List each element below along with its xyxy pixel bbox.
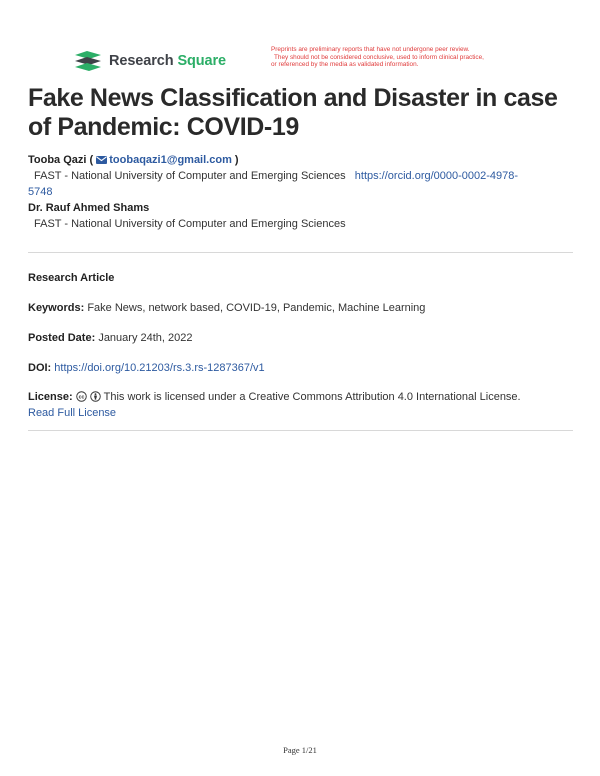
logo-text: Research Square xyxy=(109,53,226,69)
svg-text:cc: cc xyxy=(78,394,85,401)
author-email-link[interactable]: toobaqazi1@gmail.com xyxy=(109,154,232,166)
author-list xyxy=(28,152,576,232)
author-1-affiliation-line xyxy=(28,168,576,184)
author-name: Tooba Qazi xyxy=(28,154,87,166)
disclaimer-line: They should not be considered conclusive, used to inform clinical practice, xyxy=(274,53,484,61)
divider xyxy=(28,252,573,253)
doi-link[interactable]: https://doi.org/10.21203/rs.3.rs-1287367/v1 xyxy=(54,362,265,374)
creative-commons-icon xyxy=(76,391,87,402)
envelope-icon xyxy=(96,156,107,164)
header xyxy=(0,0,600,80)
posted-date-label: Posted Date: xyxy=(28,332,96,344)
disclaimer-line: Preprints are preliminary reports that have not undergone peer review. xyxy=(271,46,470,53)
article-type-label: Research Article xyxy=(28,272,115,284)
read-full-license-link[interactable]: Read Full License xyxy=(28,407,117,419)
license xyxy=(28,389,576,421)
author-name: Dr. Rauf Ahmed Shams xyxy=(28,202,150,214)
license-text: This work is licensed under a Creative Commons Attribution 4.0 International License. xyxy=(103,391,521,403)
article-type xyxy=(28,270,576,286)
author-affiliation: FAST - National University of Computer and Emerging Sciences xyxy=(34,218,346,230)
research-square-logo-icon xyxy=(73,49,103,73)
author-affiliation: FAST - National University of Computer and Emerging Sciences xyxy=(34,170,346,182)
preprint-disclaimer xyxy=(271,46,539,69)
email-wrapper: ( toobaqazi1@gmail.com ) xyxy=(89,154,239,166)
disclaimer-line: or referenced by the media as validated information. xyxy=(271,61,419,69)
doi-label: DOI: xyxy=(28,362,52,374)
license-link-line xyxy=(28,405,576,421)
license-line xyxy=(28,389,576,405)
posted-date xyxy=(28,330,576,346)
posted-date-value: January 24th, 2022 xyxy=(98,332,193,344)
keywords-label: Keywords: xyxy=(28,302,85,314)
keywords-value: Fake News, network based, COVID-19, Pandemic, Machine Learning xyxy=(87,302,426,314)
orcid-link-continued[interactable] xyxy=(28,184,576,200)
doi xyxy=(28,360,576,376)
orcid-link-tail[interactable]: 5748 xyxy=(28,186,53,198)
orcid-link[interactable]: https://orcid.org/0000-0002-4978- xyxy=(354,170,519,182)
license-label: License: xyxy=(28,391,73,403)
author-2-affiliation-line xyxy=(28,216,576,232)
divider xyxy=(28,430,573,431)
paper-title: Fake News Classification and Disaster in case of Pandemic: COVID-19 xyxy=(28,84,558,141)
page-number: Page 1/21 xyxy=(283,745,317,755)
research-square-logo[interactable] xyxy=(73,48,226,74)
keywords xyxy=(28,300,576,316)
author-2-line xyxy=(28,200,576,216)
attribution-icon xyxy=(90,391,101,402)
author-1-line xyxy=(28,152,576,168)
